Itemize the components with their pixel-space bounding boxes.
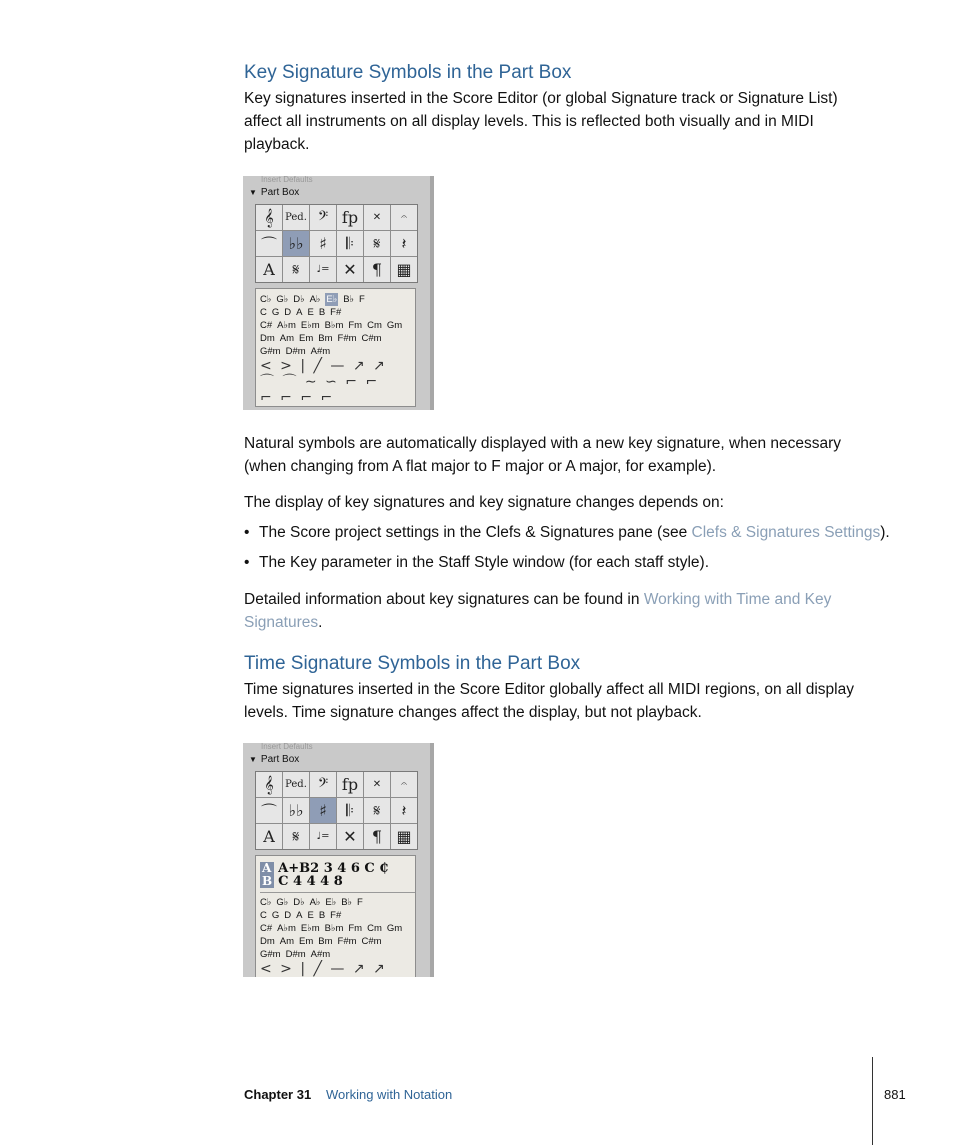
clef-group-icon[interactable]: 𝄞 (256, 205, 282, 230)
disclosure-triangle-icon[interactable]: ▼ (249, 755, 257, 764)
bullet-clefs-signatures: • The Score project settings in the Clefs & Signatures pane (see Clefs & Signatures Settings). (244, 521, 890, 544)
repeat-bar-icon[interactable]: 𝄆 (337, 231, 363, 256)
key-item[interactable]: G#m (260, 346, 281, 357)
page-number: 881 (884, 1087, 906, 1102)
key-item[interactable]: G#m (260, 949, 281, 960)
coda-icon[interactable]: 𝄋 (283, 824, 309, 849)
key-row (260, 332, 415, 345)
rest-icon[interactable]: 𝄽 (391, 798, 417, 823)
insert-defaults-faded: Insert Defaults (261, 176, 313, 184)
part-box-palette-grid (255, 771, 418, 850)
key-item[interactable]: Dm (260, 333, 275, 344)
key-item[interactable]: A (296, 307, 303, 318)
line-symbols-row[interactable]: < > | ╱ — ↗ ↗ (260, 961, 387, 977)
part-box-screenshot-time (243, 743, 434, 977)
repeat-bar-icon[interactable]: 𝄆 (337, 798, 363, 823)
time-signature-items[interactable]: A+B2 3 4 6 C ₵ C 4 4 4 8 (278, 861, 389, 889)
time-signature-group-icon[interactable]: ♯ (310, 231, 336, 256)
key-row (260, 896, 415, 909)
part-box-palette-grid (255, 204, 418, 283)
bass-clef-icon[interactable]: 𝄢 (310, 205, 336, 230)
key-item[interactable]: B♭m (324, 320, 344, 331)
key-item[interactable]: E♭ (325, 897, 337, 908)
display-depends-paragraph: The display of key signatures and key signature changes depends on: (244, 494, 724, 511)
key-item[interactable]: G♭ (276, 897, 289, 908)
key-item[interactable]: Cm (367, 320, 382, 331)
box-symbols-row[interactable]: ⌐ ⌐ ⌐ ⌐ (260, 390, 335, 406)
key-item[interactable]: A#m (310, 949, 331, 960)
key-item[interactable]: C# (260, 923, 273, 934)
pilcrow-icon[interactable]: ¶ (364, 824, 390, 849)
fermata-icon[interactable]: 𝄐 (391, 772, 417, 797)
pedal-group-icon[interactable]: Ped. (283, 772, 309, 797)
key-item[interactable]: F# (330, 307, 342, 318)
key-item[interactable]: E♭m (300, 923, 320, 934)
key-signature-group-icon[interactable]: ♭♭ (283, 798, 309, 823)
key-item[interactable]: Em (299, 936, 314, 947)
key-item[interactable]: D (284, 307, 292, 318)
key-item[interactable]: Cm (367, 923, 382, 934)
working-with-time-key-link[interactable]: Working with Time and Key (643, 591, 832, 608)
tempo-icon[interactable]: ♩= (310, 257, 336, 282)
key-row (260, 319, 415, 332)
key-item[interactable]: A (296, 910, 303, 921)
key-item[interactable]: C♭ (260, 897, 272, 908)
segno-icon[interactable]: 𝄋 (364, 798, 390, 823)
key-item[interactable]: G (271, 910, 280, 921)
detailed-info-paragraph: Detailed information about key signatures can be found in Working with Time and Key Signatures. (244, 591, 832, 631)
pedal-group-icon[interactable]: Ped. (283, 205, 309, 230)
key-item[interactable]: A#m (310, 346, 331, 357)
key-item[interactable]: B♭ (341, 897, 353, 908)
key-item[interactable]: F (357, 897, 363, 908)
key-item[interactable]: C#m (361, 936, 382, 947)
key-item[interactable]: D♭ (293, 897, 305, 908)
clefs-signatures-settings-link[interactable]: Clefs & Signatures Settings (691, 524, 881, 541)
dynamics-icon[interactable]: fp (337, 772, 363, 797)
key-item[interactable]: Am (279, 936, 295, 947)
key-item[interactable]: Gm (386, 320, 403, 331)
part-box-screenshot-key (243, 176, 434, 410)
footer-chapter: Chapter 31 (244, 1087, 312, 1102)
key-item[interactable]: D#m (285, 346, 306, 357)
key-item[interactable]: A♭m (277, 923, 296, 934)
pilcrow-icon[interactable]: ¶ (364, 257, 390, 282)
key-item[interactable]: F# (330, 910, 342, 921)
disclosure-triangle-icon[interactable]: ▼ (249, 188, 257, 197)
noteheads-icon[interactable]: ✕ (364, 772, 390, 797)
slur-icon[interactable]: ⌒ (256, 231, 282, 256)
lines-icon[interactable]: ✕ (337, 824, 363, 849)
key-item[interactable]: A♭ (309, 897, 321, 908)
key-item[interactable]: F (359, 294, 365, 305)
key-item[interactable]: Em (299, 333, 314, 344)
key-item[interactable]: C (260, 910, 267, 921)
key-item[interactable]: C# (260, 320, 273, 331)
key-item[interactable]: B♭m (324, 923, 344, 934)
tempo-icon[interactable]: ♩= (310, 824, 336, 849)
key-item[interactable]: Dm (260, 936, 275, 947)
key-item[interactable]: B (318, 910, 326, 921)
key-signature-list (255, 288, 416, 407)
lines-icon[interactable]: ✕ (337, 257, 363, 282)
bracket-symbols-row[interactable]: ⌒ ⌒ ∼ ∽ ⌐ ⌐ (260, 374, 380, 390)
text-icon[interactable]: A (256, 257, 282, 282)
bullet-key-parameter: • The Key parameter in the Staff Style window (for each staff style). (244, 551, 709, 574)
time-signature-intro: Time signatures inserted in the Score Editor globally affect all MIDI regions, on all display levels. Time signature changes affect the display, but not playback. (244, 681, 854, 721)
key-item[interactable]: G (271, 307, 280, 318)
key-item[interactable]: G♭ (276, 294, 289, 305)
chord-grid-icon[interactable]: ▦ (391, 824, 417, 849)
key-item[interactable]: Fm (348, 320, 363, 331)
key-item[interactable]: E (307, 307, 314, 318)
key-item[interactable]: E (307, 910, 314, 921)
key-item[interactable]: Am (279, 333, 295, 344)
key-item[interactable]: D (284, 910, 292, 921)
key-item[interactable]: F#m (337, 333, 357, 344)
signatures-link[interactable]: Signatures (244, 614, 319, 631)
part-box-title[interactable]: ▼ Part Box (249, 754, 300, 765)
key-item[interactable]: D♭ (293, 294, 305, 305)
key-item[interactable]: B♭ (343, 294, 355, 305)
insert-defaults-faded: Insert Defaults (261, 743, 313, 751)
footer-chapter-title-link[interactable]: Working with Notation (326, 1087, 453, 1102)
section-heading-time-signature: Time Signature Symbols in the Part Box (244, 653, 581, 674)
key-row (260, 293, 415, 306)
segno-icon[interactable]: 𝄋 (364, 231, 390, 256)
bass-clef-icon[interactable]: 𝄢 (310, 772, 336, 797)
bullet-dot: • (244, 554, 250, 571)
key-row (260, 922, 415, 935)
footer-divider (872, 1057, 873, 1145)
ab-selector[interactable]: A B (262, 861, 273, 888)
key-item[interactable]: C (260, 307, 267, 318)
key-item[interactable]: Bm (318, 936, 333, 947)
key-item-selected[interactable]: E♭ (326, 294, 338, 305)
key-item[interactable]: E♭m (300, 320, 320, 331)
text-icon[interactable]: A (256, 824, 282, 849)
key-signature-intro: Key signatures inserted in the Score Editor (or global Signature track or Signature List) affect all instruments on all display levels. This is reflected both visually and in MIDI playback. (244, 90, 838, 153)
key-row (260, 306, 415, 319)
key-row (260, 935, 415, 948)
natural-symbols-paragraph: Natural symbols are automatically displayed with a new key signature, when necessary (when changing from A flat major to F major or A major, for example). (244, 435, 842, 475)
key-row (260, 948, 415, 961)
key-item[interactable]: Bm (318, 333, 333, 344)
dynamics-icon[interactable]: fp (337, 205, 363, 230)
rest-icon[interactable]: 𝄽 (391, 231, 417, 256)
key-item[interactable]: A♭m (277, 320, 296, 331)
line-symbols-row[interactable]: < > | ╱ — ↗ ↗ (260, 358, 387, 374)
key-item[interactable]: B (318, 307, 326, 318)
key-item[interactable]: D#m (285, 949, 306, 960)
key-item[interactable]: A♭ (309, 294, 321, 305)
time-signature-list (255, 855, 416, 977)
clef-group-icon[interactable]: 𝄞 (256, 772, 282, 797)
noteheads-icon[interactable]: ✕ (364, 205, 390, 230)
section-heading-key-signature: Key Signature Symbols in the Part Box (244, 62, 572, 83)
key-item[interactable]: Fm (348, 923, 363, 934)
key-item[interactable]: Gm (386, 923, 403, 934)
coda-icon[interactable]: 𝄋 (283, 257, 309, 282)
key-item[interactable]: C♭ (260, 294, 272, 305)
fermata-icon[interactable]: 𝄐 (391, 205, 417, 230)
key-item[interactable]: C#m (361, 333, 382, 344)
time-signature-row (260, 860, 415, 893)
chord-grid-icon[interactable]: ▦ (391, 257, 417, 282)
time-signature-group-icon[interactable]: ♯ (310, 798, 336, 823)
part-box-title[interactable]: ▼ Part Box (249, 187, 300, 198)
key-row (260, 345, 415, 358)
key-signature-group-icon[interactable]: ♭♭ (283, 231, 309, 256)
bullet-dot: • (244, 524, 250, 541)
key-row (260, 909, 415, 922)
slur-icon[interactable]: ⌒ (256, 798, 282, 823)
key-item[interactable]: F#m (337, 936, 357, 947)
